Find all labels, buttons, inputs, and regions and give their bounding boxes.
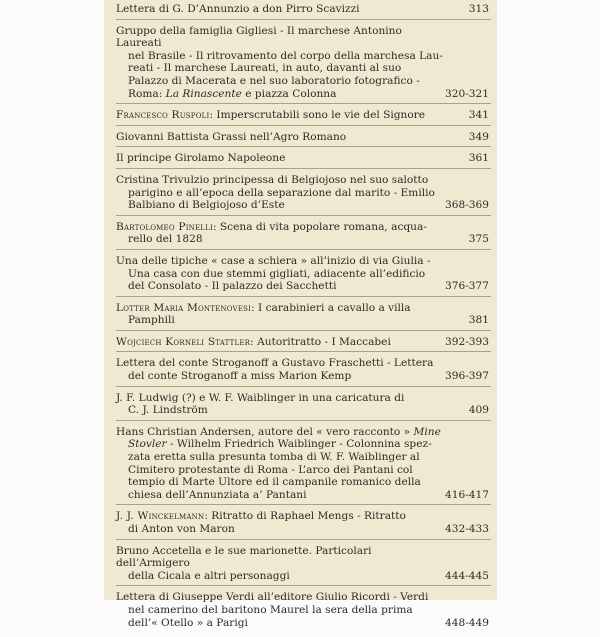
page-number: 416-417 — [444, 488, 489, 501]
page-number: 341 — [468, 109, 489, 122]
index-entry — [116, 3, 491, 20]
entry-line: chiesa dell’Annunziata a’ Pantani — [128, 488, 307, 501]
index-entry — [116, 174, 491, 216]
index-entry — [116, 131, 491, 148]
book-page — [104, 0, 497, 629]
entry-line: Bruno Accetella e le sue marionette. Particolari dell’Armigero — [116, 544, 372, 570]
index-list — [116, 3, 491, 637]
index-entry — [116, 221, 491, 250]
entry-line: tempio di Marte Ultore ed il campanile romanico della — [128, 476, 421, 489]
entry-author: Bartolomeo Pinelli — [116, 220, 213, 233]
entry-author: J. J. Winckelmann — [116, 510, 205, 523]
entry-line: C. J. Lindström — [128, 404, 208, 417]
entry-line: Giovanni Battista Grassi nell’Agro Romano — [116, 130, 347, 143]
index-entry — [116, 152, 491, 169]
page-number: 368-369 — [444, 199, 489, 212]
index-entry — [116, 25, 491, 105]
entry-line: : Autoritratto - I Maccabei — [250, 335, 391, 348]
entry-line: Una delle tipiche « case a schiera » all’inizio di via Giulia - — [116, 254, 431, 267]
entry-line: di Anton von Maron — [128, 523, 235, 535]
entry-line: Hans Christian Andersen, autore del « vero racconto » — [116, 425, 411, 438]
entry-line: : Ritratto di Raphael Mengs - Ritratto — [204, 510, 406, 523]
index-entry — [116, 302, 491, 331]
entry-line: : Imperscrutabili sono le vie del Signore — [209, 109, 426, 122]
entry-italic: Mine — [413, 425, 441, 438]
entry-line: e piazza Colonna — [241, 87, 337, 100]
entry-line: Lettera del conte Stroganoff a Gustavo Fraschetti - Lettera — [116, 357, 434, 370]
entry-line: : I carabinieri a cavallo a villa — [251, 301, 411, 314]
page-number: 444-445 — [444, 569, 489, 582]
entry-author: Wojciech Korneli Stattler — [116, 335, 251, 348]
entry-line: nel camerino del baritono Maurel la sera della prima — [128, 603, 413, 616]
page-number: 313 — [468, 3, 489, 15]
entry-line: Balbiano di Belgiojoso d’Este — [128, 199, 285, 212]
entry-line: nel Brasile - Il ritrovamento del corpo della marchesa Lau- — [128, 49, 443, 62]
entry-line: Palazzo di Macerata e nel suo laboratorio fotografico - — [128, 74, 420, 87]
index-entry — [116, 392, 491, 421]
entry-line: - Wilhelm Friedrich Waiblinger - Colonnina spez- — [166, 438, 432, 451]
entry-line: : Scena di vita popolare romana, acqua- — [212, 220, 427, 233]
page-number: 432-433 — [444, 523, 489, 535]
page-number: 349 — [468, 130, 489, 143]
index-entry — [116, 591, 491, 632]
entry-line: Cimitero protestante di Roma - L’arco dei Pantani col — [128, 463, 413, 476]
entry-line: Roma: — [128, 87, 163, 100]
entry-italic: Stovler — [128, 438, 167, 451]
entry-line: Una casa con due stemmi gigliati, adiacente all’edificio — [128, 267, 426, 280]
entry-line: Lettera di G. D’Annunzio a don Pirro Scavizzi — [116, 3, 360, 15]
entry-author: Lotter Maria Montenovesi — [116, 301, 252, 314]
entry-line: Il principe Girolamo Napoleone — [116, 152, 286, 165]
index-entry — [116, 510, 491, 539]
page-number: 381 — [468, 314, 489, 327]
index-entry — [116, 109, 491, 126]
page-number: 376-377 — [444, 280, 489, 293]
entry-line: J. F. Ludwig (?) e W. F. Waiblinger in una caricatura di — [116, 391, 405, 404]
entry-line: reati - Il marchese Laureati, in auto, davanti al suo — [128, 62, 402, 75]
entry-line: zata eretta sulla presunta tomba di W. F. Waiblinger al — [128, 451, 420, 464]
index-entry — [116, 255, 491, 297]
page-number: 375 — [468, 233, 489, 246]
page-number: 320-321 — [444, 87, 489, 100]
page-number: 392-393 — [444, 335, 489, 348]
entry-author: Francesco Ruspoli — [116, 109, 210, 122]
entry-line: del conte Stroganoff a miss Marion Kemp — [128, 370, 352, 383]
entry-italic: La Rinascente — [165, 87, 242, 100]
entry-line: parigino e all’epoca della separazione dal marito - Emilio — [128, 186, 435, 199]
entry-line: rello del 1828 — [128, 233, 203, 246]
page-number: 396-397 — [444, 370, 489, 383]
entry-line: Pamphili — [128, 314, 175, 327]
index-entry — [116, 545, 491, 587]
index-entry — [116, 357, 491, 386]
entry-line: Gruppo della famiglia Gigliesi - Il marchese Antonino Laureati — [116, 24, 402, 50]
entry-line: Lettera di Giuseppe Verdi all’editore Giulio Ricordi - Verdi — [116, 591, 429, 604]
entry-line: Cristina Trivulzio principessa di Belgiojoso nel suo salotto — [116, 173, 429, 186]
entry-line: della Cicala e altri personaggi — [128, 569, 290, 582]
entry-line: dell’« Otello » a Parigi — [128, 616, 248, 629]
entry-line: del Consolato - Il palazzo dei Sacchetti — [128, 280, 337, 293]
page-number: 361 — [468, 152, 489, 165]
page-number: 448-449 — [444, 616, 489, 629]
index-entry — [116, 426, 491, 506]
page-number: 409 — [468, 404, 489, 417]
index-entry — [116, 336, 491, 353]
